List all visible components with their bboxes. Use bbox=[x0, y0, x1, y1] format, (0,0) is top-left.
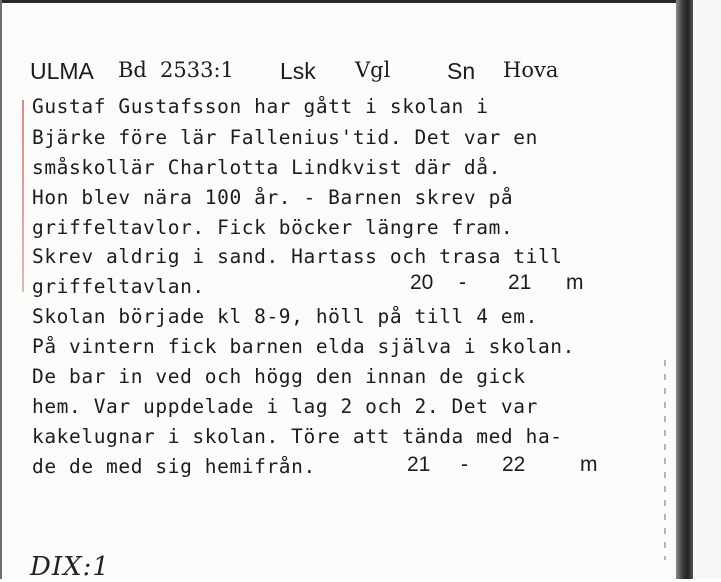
landscape-label: Lsk bbox=[280, 58, 316, 84]
text-line: griffeltavlor. Fick böcker längre fram. bbox=[32, 216, 514, 239]
card-top-edge bbox=[0, 0, 690, 3]
archive-code: ULMA bbox=[30, 58, 94, 84]
page-ref-1-to: 21 bbox=[508, 271, 532, 294]
card-dashed-mark bbox=[664, 360, 666, 560]
text-line: hem. Var uppdelade i lag 2 och 2. Det var bbox=[32, 395, 538, 418]
page-ref-2-unit: m bbox=[580, 453, 598, 476]
card-right-margin bbox=[693, 0, 721, 579]
text-line: småskollär Charlotta Lindkvist där då. bbox=[32, 156, 501, 179]
text-line: De bar in ved och högg den innan de gick bbox=[32, 365, 526, 388]
text-line: Hon blev nära 100 år. - Barnen skrev på bbox=[32, 186, 514, 209]
page-ref-1-unit: m bbox=[566, 271, 584, 294]
text-line: På vintern fick barnen elda själva i skolan. bbox=[32, 335, 575, 358]
text-line: Skolan började kl 8-9, höll på till 4 em. bbox=[32, 305, 538, 328]
text-line: Skrev aldrig i sand. Hartass och trasa till bbox=[32, 245, 563, 268]
county-label: Vgl bbox=[355, 58, 391, 82]
volume-label: Bd bbox=[118, 58, 147, 82]
card-binding-edge bbox=[676, 0, 693, 579]
parish-label: Sn bbox=[447, 58, 476, 84]
page-ref-2-from: 21 bbox=[407, 453, 431, 476]
page-ref-2-to: 22 bbox=[502, 453, 526, 476]
text-line: kakelugnar i skolan. Töre att tända med ha- bbox=[32, 425, 563, 448]
page-ref-2-dash: - bbox=[461, 453, 468, 476]
card-left-edge bbox=[0, 0, 2, 579]
record-number: 2533:1 bbox=[160, 58, 234, 82]
text-line: Gustaf Gustafsson har gått i skolan i bbox=[32, 95, 489, 118]
handwritten-note: DIX:1 bbox=[30, 552, 110, 582]
page-ref-1-from: 20 bbox=[410, 271, 434, 294]
text-line: de de med sig hemifrån. bbox=[32, 455, 316, 478]
parish-name: Hova bbox=[503, 58, 559, 82]
red-margin-mark bbox=[22, 100, 24, 292]
text-line: Bjärke före lär Fallenius'tid. Det var en bbox=[32, 126, 538, 149]
page-ref-1-dash: - bbox=[459, 271, 466, 294]
text-line: griffeltavlan. bbox=[32, 275, 205, 298]
